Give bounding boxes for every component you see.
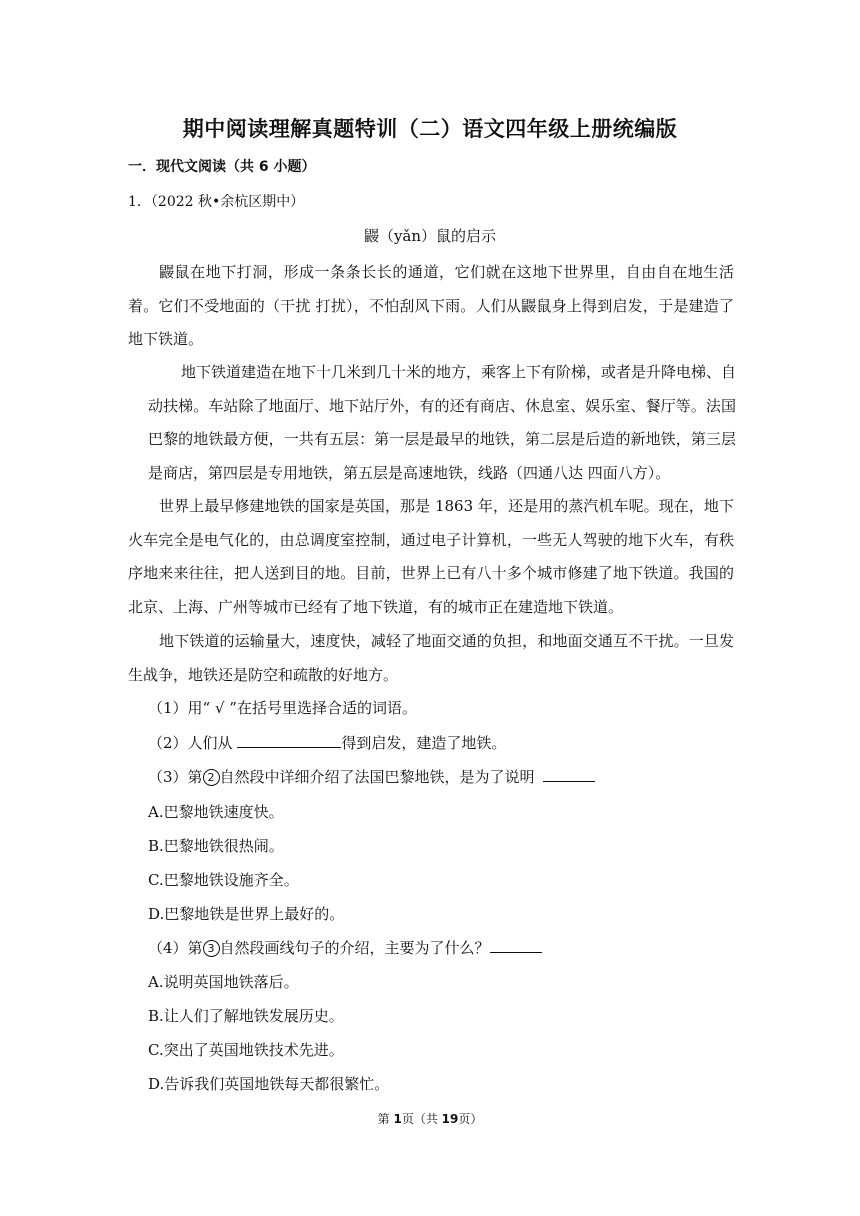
footer-suffix: 页） xyxy=(458,1112,483,1126)
page-title: 期中阅读理解真题特训（二）语文四年级上册统编版 xyxy=(182,117,678,141)
question-number: 1．（2022 秋•余杭区期中） xyxy=(128,194,305,210)
answer-blank[interactable] xyxy=(237,733,341,748)
subquestion-2-suffix: 得到启发，建造了地铁。 xyxy=(341,734,507,752)
option-c: C.突出了英国地铁技术先进。 xyxy=(148,1041,344,1059)
subquestion-3 xyxy=(148,766,595,787)
footer-middle: 页（共 xyxy=(401,1112,442,1126)
subquestion-4 xyxy=(148,937,542,958)
passage-title: 鼹（yǎn）鼠的启示 xyxy=(363,227,497,245)
circled-number-icon: 3 xyxy=(203,940,220,957)
answer-blank[interactable] xyxy=(490,938,542,953)
circled-number-icon: 2 xyxy=(203,769,220,786)
passage-paragraph-4: 地下铁道的运输量大，速度快，减轻了地面交通的负担，和地面交通互不干扰。一旦发生战争，地铁还是防空和疏散的好地方。 xyxy=(128,632,734,684)
option-b: B.巴黎地铁很热闹。 xyxy=(148,837,284,855)
passage-paragraph-3: 世界上最早修建地铁的国家是英国，那是 1863 年，还是用的蒸汽机车呢。现在，地下火车完全是电气化的，由总调度室控制，通过电子计算机，一些无人驾驶的地下火车，有秩序地来来往往，把人送到目的地。目前，世界上已有八十多个城市修建了地下铁道。我国的北京、上海、广州等城市已经有了地下铁道，有的城市正在建造地下铁道。 xyxy=(128,497,734,616)
answer-blank[interactable] xyxy=(543,767,595,782)
passage-paragraph-2: 地下铁道建造在地下十几米到几十米的地方，乘客上下有阶梯，或者是升降电梯、自动扶梯。车站除了地面厅、地下站厅外，有的还有商店、休息室、娱乐室、餐厅等。法国巴黎的地铁最方便，一共有五层：第一层是最早的地铁，第二层是后造的新地铁，第三层是商店，第四层是专用地铁，第五层是高速地铁，线路（四通八达 四面八方）。 xyxy=(148,363,737,482)
subquestion-3-suffix: 自然段中详细介绍了法国巴黎地铁，是为了说明 xyxy=(219,768,540,786)
option-c: C.巴黎地铁设施齐全。 xyxy=(148,871,299,889)
section-heading: 一．现代文阅读（共 6 小题） xyxy=(128,159,316,175)
option-a: A.巴黎地铁速度快。 xyxy=(148,803,284,821)
subquestion-2 xyxy=(148,732,506,753)
page-total: 19 xyxy=(441,1112,459,1126)
option-d: D.告诉我们英国地铁每天都很繁忙。 xyxy=(148,1075,390,1093)
subquestion-2-prefix: （2）人们从 xyxy=(148,734,238,752)
option-d: D.巴黎地铁是世界上最好的。 xyxy=(148,905,345,923)
subquestion-4-prefix: （4）第 xyxy=(148,939,203,957)
option-a: A.说明英国地铁落后。 xyxy=(148,973,299,991)
subquestion-4-suffix: 自然段画线句子的介绍，主要为了什么？ xyxy=(219,939,490,957)
passage-paragraph-1: 鼹鼠在地下打洞，形成一条条长长的通道，它们就在这地下世界里，自由自在地生活着。它们不受地面的（干扰 打扰），不怕刮风下雨。人们从鼹鼠身上得到启发，于是建造了地下铁道。 xyxy=(128,263,734,348)
option-b: B.让人们了解地铁发展历史。 xyxy=(148,1007,344,1025)
footer-prefix: 第 xyxy=(377,1112,394,1126)
subquestion-1: （1）用“ √ ”在括号里选择合适的词语。 xyxy=(148,699,417,717)
page-number: 1 xyxy=(393,1112,402,1126)
subquestion-3-prefix: （3）第 xyxy=(148,768,203,786)
page-footer xyxy=(0,1110,860,1127)
